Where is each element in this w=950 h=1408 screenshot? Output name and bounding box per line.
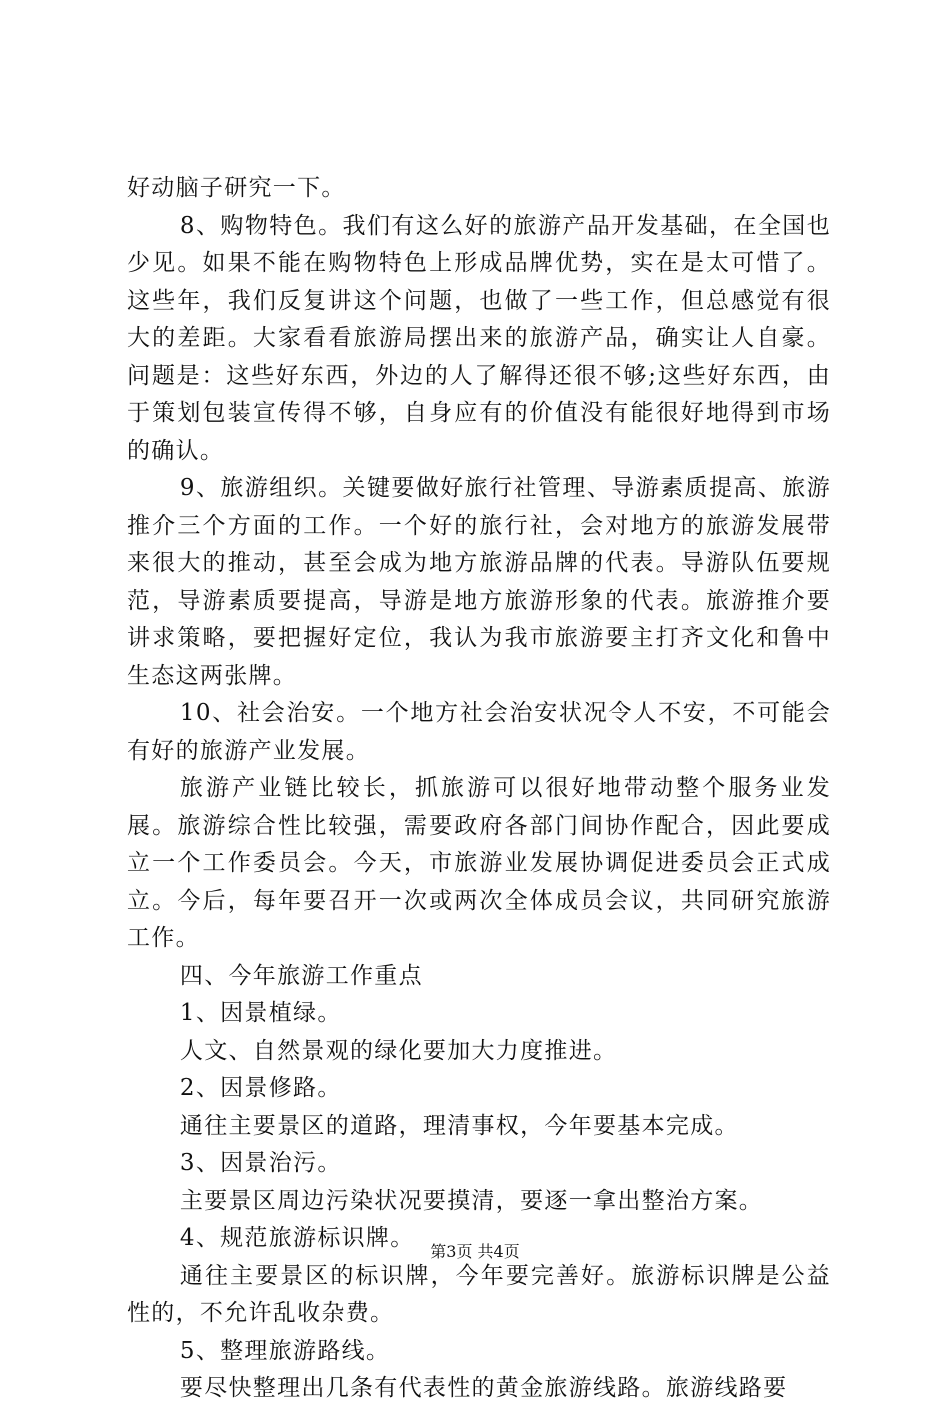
paragraph: 好动脑子研究一下。 <box>127 175 346 201</box>
paragraph-tour-organization: 9、旅游组织。关键要做好旅行社管理、导游素质提高、旅游推介三个方面的工作。一个好的旅行社，会对地方的旅游发展带来很大的推动，甚至会成为地方旅游品牌的代表。导游队伍要规范，导游素质要提高，导游是地方旅游形象的代表。旅游推介要讲求策略，要把握好定位，我认为我市旅游要主打齐文化和鲁中生态这两张牌。 <box>127 475 831 689</box>
section-heading: 四、今年旅游工作重点 <box>179 962 423 989</box>
list-item: 4、规范旅游标识牌。 <box>179 1225 415 1251</box>
paragraph: 要尽快整理出几条有代表性的黄金旅游线路。旅游线路要 <box>179 1375 788 1401</box>
list-item: 5、整理旅游路线。 <box>179 1337 391 1364</box>
paragraph: 通往主要景区的道路，理清事权，今年要基本完成。 <box>179 1112 739 1139</box>
list-item: 2、因景修路。 <box>179 1075 342 1101</box>
paragraph-shopping: 8、购物特色。我们有这么好的旅游产品开发基础，在全国也少见。如果不能在购物特色上形成品牌优势，实在是太可惜了。这些年，我们反复讲这个问题，也做了一些工作，但总感觉有很大的差距。大家看看旅游局摆出来的旅游产品，确实让人自豪。问题是：这些好东西，外边的人了解得还很不够;这些好东西，由于策划包装宣传得不够，自身应有的价值没有能很好地得到市场的确认。 <box>127 212 831 464</box>
paragraph: 通往主要景区的标识牌，今年要完善好。旅游标识牌是公益性的，不允许乱收杂费。 <box>127 1262 831 1326</box>
page-footer: 第3页 共4页 <box>430 1242 520 1261</box>
paragraph: 人文、自然景观的绿化要加大力度推进。 <box>179 1037 618 1064</box>
body-text <box>127 170 831 1408</box>
list-item: 1、因景植绿。 <box>179 1000 342 1026</box>
paragraph-industry-chain: 旅游产业链比较长，抓旅游可以很好地带动整个服务业发展。旅游综合性比较强，需要政府各部门间协作配合，因此要成立一个工作委员会。今天，市旅游业发展协调促进委员会正式成立。今后，每年要召开一次或两次全体成员会议，共同研究旅游工作。 <box>127 775 831 951</box>
paragraph-public-security: 10、社会治安。一个地方社会治安状况令人不安，不可能会有好的旅游产业发展。 <box>127 700 831 764</box>
list-item: 3、因景治污。 <box>179 1150 342 1176</box>
paragraph: 主要景区周边污染状况要摸清，要逐一拿出整治方案。 <box>179 1187 764 1214</box>
